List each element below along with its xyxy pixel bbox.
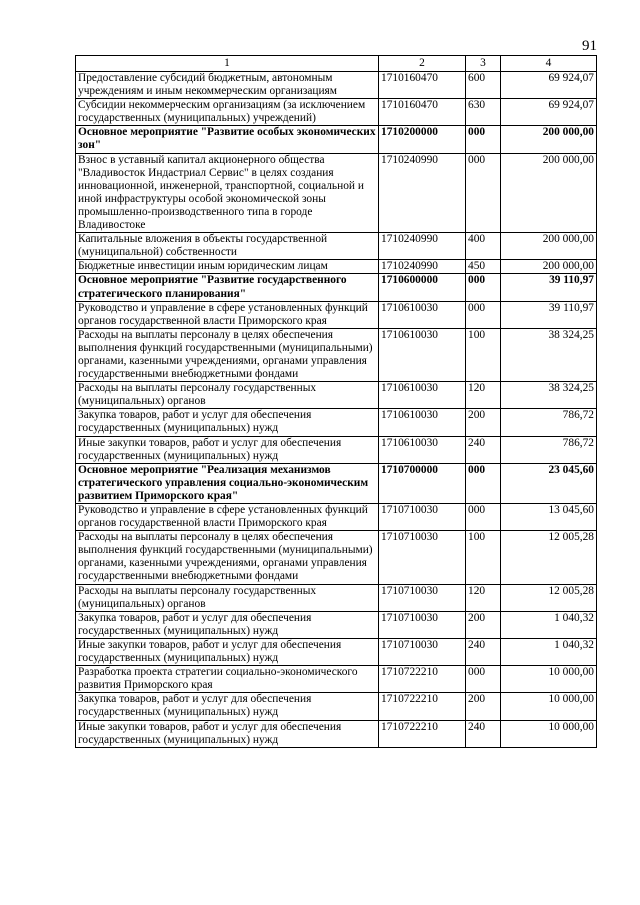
row-code-cell: 1710710030 (379, 611, 466, 638)
table-row (76, 504, 597, 531)
table-row (76, 233, 597, 260)
table-row (76, 301, 597, 328)
row-amount-cell: 10 000,00 (501, 666, 597, 693)
row-amount-cell: 786,72 (501, 436, 597, 463)
table-row (76, 99, 597, 126)
row-code-cell: 1710610030 (379, 301, 466, 328)
row-name-cell: Расходы на выплаты персоналу в целях обеспечения выполнения функций государственными (муниципальными) органами, казенными учреждениями, органами управления государственными внебюджетными фондами (76, 531, 379, 584)
row-code-cell: 1710722210 (379, 693, 466, 720)
row-amount-cell: 69 924,07 (501, 72, 597, 99)
row-kind-cell: 100 (466, 328, 501, 381)
row-kind-cell: 240 (466, 720, 501, 747)
row-code-cell: 1710700000 (379, 463, 466, 503)
row-code-cell: 1710240990 (379, 153, 466, 233)
row-code-cell: 1710160470 (379, 99, 466, 126)
table-row (76, 638, 597, 665)
table-row (76, 153, 597, 233)
row-code-cell: 1710610030 (379, 328, 466, 381)
row-name-cell: Расходы на выплаты персоналу государственных (муниципальных) органов (76, 584, 379, 611)
table-row (76, 531, 597, 584)
row-code-cell: 1710710030 (379, 584, 466, 611)
row-code-cell: 1710710030 (379, 531, 466, 584)
table-row (76, 436, 597, 463)
table-row (76, 382, 597, 409)
row-kind-cell: 000 (466, 301, 501, 328)
row-kind-cell: 200 (466, 693, 501, 720)
row-code-cell: 1710722210 (379, 720, 466, 747)
row-amount-cell: 13 045,60 (501, 504, 597, 531)
row-amount-cell: 69 924,07 (501, 99, 597, 126)
row-amount-cell: 786,72 (501, 409, 597, 436)
row-name-cell: Субсидии некоммерческим организациям (за исключением государственных (муниципальных) учреждений) (76, 99, 379, 126)
row-name-cell: Основное мероприятие "Реализация механизмов стратегического управления социально-экономическим развитием Приморского края" (76, 463, 379, 503)
row-code-cell: 1710160470 (379, 72, 466, 99)
row-kind-cell: 240 (466, 436, 501, 463)
table-row (76, 463, 597, 503)
row-name-cell: Иные закупки товаров, работ и услуг для обеспечения государственных (муниципальных) нужд (76, 720, 379, 747)
header-cell-code: 2 (379, 56, 466, 72)
row-kind-cell: 240 (466, 638, 501, 665)
row-name-cell: Закупка товаров, работ и услуг для обеспечения государственных (муниципальных) нужд (76, 611, 379, 638)
row-name-cell: Иные закупки товаров, работ и услуг для обеспечения государственных (муниципальных) нужд (76, 436, 379, 463)
table-row (76, 720, 597, 747)
row-amount-cell: 12 005,28 (501, 531, 597, 584)
row-kind-cell: 200 (466, 409, 501, 436)
row-name-cell: Закупка товаров, работ и услуг для обеспечения государственных (муниципальных) нужд (76, 693, 379, 720)
row-kind-cell: 600 (466, 72, 501, 99)
table-body (76, 72, 597, 748)
row-name-cell: Бюджетные инвестиции иным юридическим лицам (76, 260, 379, 274)
row-name-cell: Основное мероприятие "Развитие особых экономических зон" (76, 126, 379, 153)
table-row (76, 611, 597, 638)
table-row (76, 126, 597, 153)
row-amount-cell: 10 000,00 (501, 693, 597, 720)
row-kind-cell: 200 (466, 611, 501, 638)
row-name-cell: Разработка проекта стратегии социально-экономического развития Приморского края (76, 666, 379, 693)
table-row (76, 693, 597, 720)
table-row (76, 72, 597, 99)
page-number: 91 (582, 38, 597, 54)
row-amount-cell: 38 324,25 (501, 328, 597, 381)
row-amount-cell: 10 000,00 (501, 720, 597, 747)
row-kind-cell: 000 (466, 463, 501, 503)
row-amount-cell: 12 005,28 (501, 584, 597, 611)
row-kind-cell: 630 (466, 99, 501, 126)
row-code-cell: 1710240990 (379, 260, 466, 274)
row-name-cell: Расходы на выплаты персоналу государственных (муниципальных) органов (76, 382, 379, 409)
header-cell-name: 1 (76, 56, 379, 72)
row-kind-cell: 000 (466, 666, 501, 693)
row-name-cell: Руководство и управление в сфере установленных функций органов государственной власти Приморского края (76, 301, 379, 328)
row-kind-cell: 100 (466, 531, 501, 584)
row-name-cell: Взнос в уставный капитал акционерного общества "Владивосток Индастриал Сервис" в целях создания инновационной, инженерной, транспортной, социальной и иной инфраструктуры особой экономической зоны промышленно-производственного типа в городе Владивостоке (76, 153, 379, 233)
header-cell-amount: 4 (501, 56, 597, 72)
row-amount-cell: 1 040,32 (501, 611, 597, 638)
row-name-cell: Иные закупки товаров, работ и услуг для обеспечения государственных (муниципальных) нужд (76, 638, 379, 665)
row-amount-cell: 1 040,32 (501, 638, 597, 665)
table-row (76, 328, 597, 381)
row-code-cell: 1710240990 (379, 233, 466, 260)
row-name-cell: Капитальные вложения в объекты государственной (муниципальной) собственности (76, 233, 379, 260)
row-name-cell: Руководство и управление в сфере установленных функций органов государственной власти Приморского края (76, 504, 379, 531)
row-kind-cell: 000 (466, 274, 501, 301)
row-name-cell: Основное мероприятие "Развитие государственного стратегического планирования" (76, 274, 379, 301)
row-kind-cell: 450 (466, 260, 501, 274)
row-name-cell: Расходы на выплаты персоналу в целях обеспечения выполнения функций государственными (муниципальными) органами, казенными учреждениями, органами управления государственными внебюджетными фондами (76, 328, 379, 381)
row-amount-cell: 39 110,97 (501, 274, 597, 301)
row-kind-cell: 120 (466, 584, 501, 611)
row-code-cell: 1710722210 (379, 666, 466, 693)
row-amount-cell: 200 000,00 (501, 233, 597, 260)
row-amount-cell: 200 000,00 (501, 126, 597, 153)
row-code-cell: 1710200000 (379, 126, 466, 153)
row-kind-cell: 400 (466, 233, 501, 260)
row-code-cell: 1710600000 (379, 274, 466, 301)
header-row (76, 56, 597, 72)
row-amount-cell: 200 000,00 (501, 153, 597, 233)
row-amount-cell: 200 000,00 (501, 260, 597, 274)
row-amount-cell: 38 324,25 (501, 382, 597, 409)
row-code-cell: 1710710030 (379, 638, 466, 665)
table-row (76, 584, 597, 611)
row-name-cell: Закупка товаров, работ и услуг для обеспечения государственных (муниципальных) нужд (76, 409, 379, 436)
table-row (76, 274, 597, 301)
table-row (76, 409, 597, 436)
table-row (76, 666, 597, 693)
row-kind-cell: 120 (466, 382, 501, 409)
row-code-cell: 1710610030 (379, 436, 466, 463)
row-name-cell: Предоставление субсидий бюджетным, автономным учреждениям и иным некоммерческим организациям (76, 72, 379, 99)
row-kind-cell: 000 (466, 504, 501, 531)
row-amount-cell: 23 045,60 (501, 463, 597, 503)
row-code-cell: 1710610030 (379, 382, 466, 409)
header-cell-kind: 3 (466, 56, 501, 72)
budget-table (75, 55, 597, 748)
row-amount-cell: 39 110,97 (501, 301, 597, 328)
table-row (76, 260, 597, 274)
row-kind-cell: 000 (466, 153, 501, 233)
row-kind-cell: 000 (466, 126, 501, 153)
row-code-cell: 1710610030 (379, 409, 466, 436)
row-code-cell: 1710710030 (379, 504, 466, 531)
